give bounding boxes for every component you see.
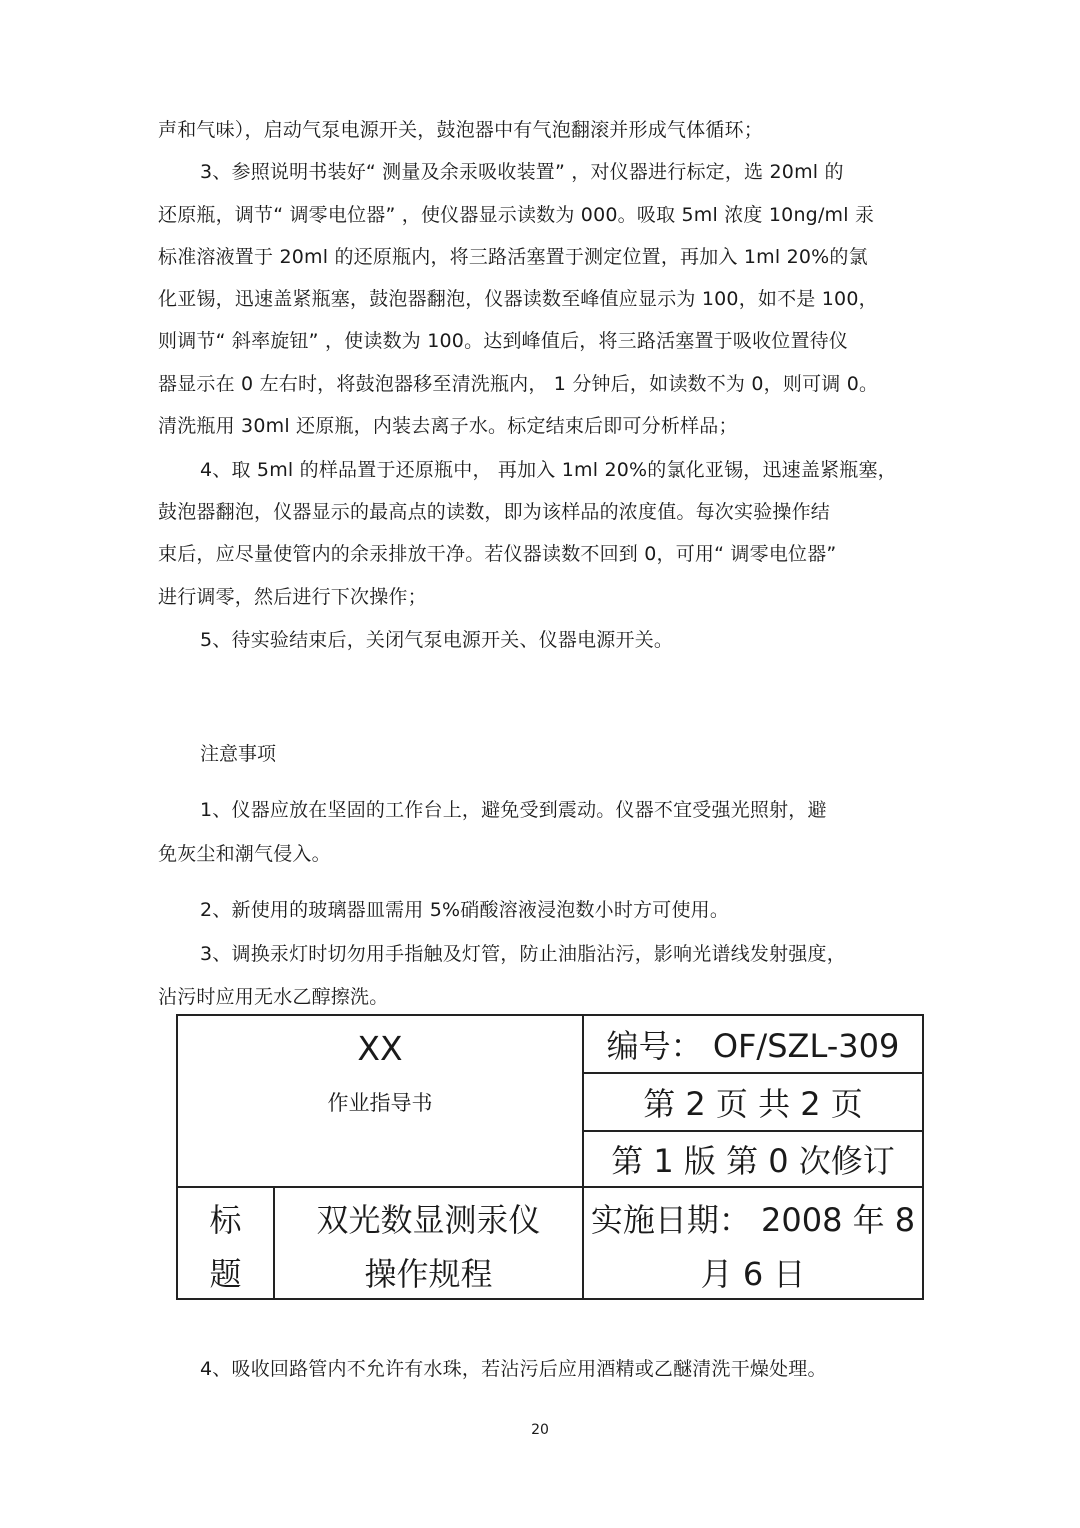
document-type: 作业指导书 xyxy=(327,1091,433,1115)
notes-line-5: 沾污时应用无水乙醇擦洗。 xyxy=(158,986,389,1008)
body-line-6: 则调节“ 斜率旋钮” ，使读数为 100。达到峰值后，将三路活塞置于吸收位置待仪 xyxy=(158,330,849,352)
notes-line-6: 4、吸收回路管内不允许有水珠，若沾污后应用酒精或乙醚清洗干燥处理。 xyxy=(200,1358,827,1380)
document-number: 编号： OF/SZL-309 xyxy=(606,1027,900,1065)
body-line-7: 器显示在 0 左右时，将鼓泡器移至清洗瓶内， 1 分钟后，如读数不为 0，则可调 0。 xyxy=(158,373,879,395)
table-divider xyxy=(178,1186,922,1188)
effective-date-line-1: 实施日期： 2008 年 8 xyxy=(590,1201,916,1239)
body-line-8: 清洗瓶用 30ml 还原瓶，内装去离子水。标定结束后即可分析样品； xyxy=(158,415,738,437)
document-title-line-1: 双光数显测汞仪 xyxy=(316,1201,541,1239)
body-line-9: 4、取 5ml 的样品置于还原瓶中， 再加入 1ml 20%的氯化亚锡，迅速盖紧瓶塞， xyxy=(200,459,897,481)
page-number: 20 xyxy=(531,1422,549,1438)
notes-line-4: 3、调换汞灯时切勿用手指触及灯管，防止油脂沾污，影响光谱线发射强度， xyxy=(200,943,846,965)
version-info: 第 1 版 第 0 次修订 xyxy=(611,1142,895,1180)
document-header-table xyxy=(176,1014,924,1300)
body-line-5: 化亚锡，迅速盖紧瓶塞，鼓泡器翻泡，仪器读数至峰值应显示为 100，如不是 100， xyxy=(158,288,878,310)
notes-heading: 注意事项 xyxy=(200,743,277,765)
title-label-1: 标 xyxy=(209,1201,242,1239)
document-title-line-2: 操作规程 xyxy=(364,1255,493,1293)
title-label-2: 题 xyxy=(209,1255,242,1293)
body-line-2: 3、参照说明书装好“ 测量及余汞吸收装置” ，对仪器进行标定，选 20ml 的 xyxy=(200,161,844,183)
body-line-1: 声和气味），启动气泵电源开关，鼓泡器中有气泡翻滚并形成气体循环； xyxy=(158,119,763,141)
notes-line-2: 免灰尘和潮气侵入。 xyxy=(158,843,331,865)
body-line-4: 标准溶液置于 20ml 的还原瓶内，将三路活塞置于测定位置，再加入 1ml 20%的氯 xyxy=(158,246,868,268)
body-line-10: 鼓泡器翻泡，仪器显示的最高点的读数，即为该样品的浓度值。每次实验操作结 xyxy=(158,501,831,523)
body-line-11: 束后，应尽量使管内的余汞排放干净。若仪器读数不回到 0，可用“ 调零电位器” xyxy=(158,543,837,565)
body-line-12: 进行调零，然后进行下次操作； xyxy=(158,586,427,608)
notes-line-3: 2、新使用的玻璃器皿需用 5%硝酸溶液浸泡数小时方可使用。 xyxy=(200,899,730,921)
notes-line-1: 1、仪器应放在坚固的工作台上，避免受到震动。仪器不宜受强光照射，避 xyxy=(200,799,827,821)
company-name: XX xyxy=(357,1028,403,1068)
page-info: 第 2 页 共 2 页 xyxy=(643,1085,863,1123)
effective-date-line-2: 月 6 日 xyxy=(700,1255,806,1293)
body-line-13: 5、待实验结束后，关闭气泵电源开关、仪器电源开关。 xyxy=(200,629,674,651)
body-line-3: 还原瓶，调节“ 调零电位器” ，使仪器显示读数为 000。吸取 5ml 浓度 10ng/ml 汞 xyxy=(158,204,875,226)
